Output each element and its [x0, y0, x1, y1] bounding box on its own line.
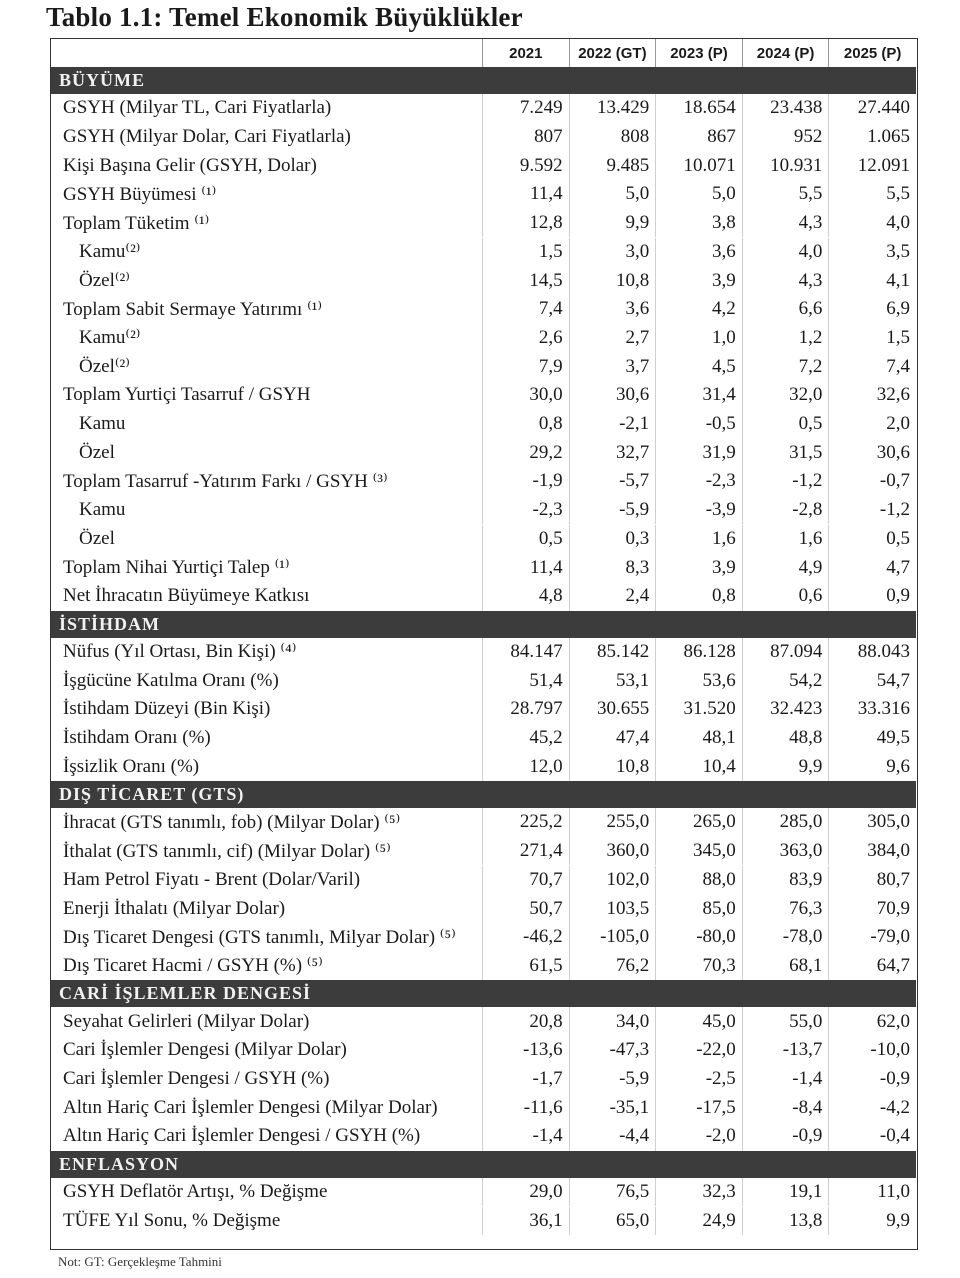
row-label: Altın Hariç Cari İşlemler Dengesi (Milyar Dolar) — [51, 1093, 483, 1122]
value-cell: 32,6 — [876, 384, 910, 406]
value-cell: 30,0 — [483, 381, 570, 410]
year-header: 2021 — [483, 39, 570, 67]
value-cell: 85.142 — [570, 638, 657, 667]
value-cell: 3,7 — [570, 352, 657, 381]
year-header: 2022 (GT) — [570, 39, 657, 67]
row-label: Özel⁽²⁾ — [51, 266, 483, 295]
value-cell: 86.128 — [656, 638, 743, 667]
value-cell: 76,5 — [570, 1178, 657, 1207]
value-cell: -4,4 — [570, 1122, 657, 1151]
value-cell: 384,0 — [867, 840, 910, 862]
table-row — [51, 438, 916, 467]
row-label: İthalat (GTS tanımlı, cif) (Milyar Dolar) ⁽⁵⁾ — [51, 837, 483, 866]
value-cell: 31.520 — [656, 695, 743, 724]
value-cell: -5,7 — [570, 467, 657, 496]
table-title: Tablo 1.1: Temel Ekonomik Büyüklükler — [46, 2, 523, 32]
value-cell: 28.797 — [483, 695, 570, 724]
table-row — [51, 295, 916, 324]
section-header: CARİ İŞLEMLER DENGESİ — [51, 980, 916, 1007]
value-cell: 2,4 — [570, 582, 657, 611]
value-cell: 867 — [656, 123, 743, 152]
year-header: 2023 (P) — [656, 39, 743, 67]
table-row — [51, 724, 916, 753]
table-row — [51, 582, 916, 611]
value-cell: 32,3 — [656, 1178, 743, 1207]
value-cell: 11,0 — [877, 1181, 910, 1203]
table-header — [51, 39, 916, 68]
value-cell: -5,9 — [570, 1065, 657, 1094]
value-cell: 12,0 — [483, 752, 570, 781]
value-cell: 85,0 — [656, 894, 743, 923]
value-cell: 4,0 — [743, 238, 830, 267]
row-label: GSYH Büyümesi ⁽¹⁾ — [51, 180, 483, 209]
value-cell: 27.440 — [857, 97, 910, 119]
value-cell: -1,4 — [743, 1065, 830, 1094]
value-cell: 7,4 — [886, 355, 910, 377]
value-cell: 4,3 — [743, 209, 830, 238]
value-cell: 18.654 — [656, 94, 743, 123]
row-label: Nüfus (Yıl Ortası, Bin Kişi) ⁽⁴⁾ — [51, 638, 483, 667]
table-row — [51, 352, 916, 381]
table-row — [51, 1065, 916, 1094]
table-row — [51, 266, 916, 295]
table-row — [51, 324, 916, 353]
value-cell: 2,6 — [483, 324, 570, 353]
value-cell: -47,3 — [570, 1036, 657, 1065]
table-row — [51, 808, 916, 837]
row-label: Kamu — [51, 410, 483, 439]
table-row — [51, 1093, 916, 1122]
value-cell: 9,6 — [886, 755, 910, 777]
section-header: DIŞ TİCARET (GTS) — [51, 781, 916, 808]
value-cell: -1,2 — [879, 499, 910, 521]
value-cell: 1,0 — [656, 324, 743, 353]
value-cell: 83,9 — [743, 866, 830, 895]
value-cell: 102,0 — [570, 866, 657, 895]
value-cell: 9.485 — [570, 151, 657, 180]
table-row — [51, 1178, 916, 1207]
table-row — [51, 151, 916, 180]
table-row — [51, 209, 916, 238]
value-cell: -2,3 — [483, 496, 570, 525]
value-cell: 4,7 — [886, 556, 910, 578]
table-row — [51, 894, 916, 923]
value-cell: 3,6 — [570, 295, 657, 324]
section-header: İSTİHDAM — [51, 611, 916, 638]
value-cell: 5,5 — [743, 180, 830, 209]
value-cell: 11,4 — [483, 180, 570, 209]
value-cell: 5,0 — [570, 180, 657, 209]
row-label: Özel⁽²⁾ — [51, 352, 483, 381]
table-row — [51, 837, 916, 866]
table-row — [51, 467, 916, 496]
value-cell: -22,0 — [656, 1036, 743, 1065]
value-cell: 76,3 — [743, 894, 830, 923]
table-row — [51, 866, 916, 895]
value-cell: 4,8 — [483, 582, 570, 611]
value-cell: 5,5 — [886, 183, 910, 205]
value-cell: 6,9 — [886, 298, 910, 320]
value-cell: 5,0 — [656, 180, 743, 209]
value-cell: 1,2 — [743, 324, 830, 353]
value-cell: 19,1 — [743, 1178, 830, 1207]
row-label: Toplam Sabit Sermaye Yatırımı ⁽¹⁾ — [51, 295, 483, 324]
table-row — [51, 1007, 916, 1036]
value-cell: 31,4 — [656, 381, 743, 410]
value-cell: 62,0 — [876, 1010, 910, 1032]
value-cell: 20,8 — [483, 1007, 570, 1036]
row-label: Kişi Başına Gelir (GSYH, Dolar) — [51, 151, 483, 180]
value-cell: 34,0 — [570, 1007, 657, 1036]
row-label: Kamu — [51, 496, 483, 525]
row-label: Net İhracatın Büyümeye Katkısı — [51, 582, 483, 611]
value-cell: 88.043 — [857, 640, 910, 662]
value-cell: -0,4 — [879, 1125, 910, 1147]
value-cell: -2,0 — [656, 1122, 743, 1151]
row-label: GSYH (Milyar TL, Cari Fiyatlarla) — [51, 94, 483, 123]
value-cell: -0,9 — [879, 1068, 910, 1090]
table-row — [51, 752, 916, 781]
value-cell: 10,4 — [656, 752, 743, 781]
value-cell: 10.931 — [743, 151, 830, 180]
row-label: TÜFE Yıl Sonu, % Değişme — [51, 1207, 483, 1236]
value-cell: 1.065 — [867, 126, 910, 148]
table-row — [51, 496, 916, 525]
value-cell: 345,0 — [656, 837, 743, 866]
value-cell: 24,9 — [656, 1207, 743, 1236]
value-cell: 0,8 — [656, 582, 743, 611]
value-cell: 255,0 — [570, 808, 657, 837]
value-cell: -105,0 — [570, 923, 657, 952]
row-label: Kamu⁽²⁾ — [51, 324, 483, 353]
value-cell: -46,2 — [483, 923, 570, 952]
value-cell: 53,1 — [570, 666, 657, 695]
value-cell: 0,6 — [743, 582, 830, 611]
value-cell: 14,5 — [483, 266, 570, 295]
value-cell: 84.147 — [483, 638, 570, 667]
value-cell: -1,4 — [483, 1122, 570, 1151]
value-cell: -17,5 — [656, 1093, 743, 1122]
value-cell: 45,0 — [656, 1007, 743, 1036]
section-header: ENFLASYON — [51, 1151, 916, 1178]
table-row — [51, 553, 916, 582]
value-cell: 61,5 — [483, 952, 570, 981]
value-cell: 12,8 — [483, 209, 570, 238]
table-row — [51, 381, 916, 410]
value-cell: 87.094 — [743, 638, 830, 667]
value-cell: 54,7 — [876, 669, 910, 691]
value-cell: -1,9 — [483, 467, 570, 496]
value-cell: 3,0 — [570, 238, 657, 267]
value-cell: 0,5 — [886, 527, 910, 549]
value-cell: 2,7 — [570, 324, 657, 353]
header-label-cell — [51, 39, 483, 67]
footnote: Not: GT: Gerçekleşme Tahmini — [58, 1254, 222, 1269]
value-cell: 808 — [570, 123, 657, 152]
table-row — [51, 1036, 916, 1065]
value-cell: 31,9 — [656, 438, 743, 467]
row-label: Dış Ticaret Hacmi / GSYH (%) ⁽⁵⁾ — [51, 952, 483, 981]
value-cell: 1,5 — [886, 326, 910, 348]
value-cell: -13,7 — [743, 1036, 830, 1065]
table-row — [51, 666, 916, 695]
value-cell: 7.249 — [483, 94, 570, 123]
value-cell: 1,6 — [656, 525, 743, 554]
value-cell: 48,1 — [656, 724, 743, 753]
value-cell: 32,7 — [570, 438, 657, 467]
value-cell: -4,2 — [879, 1096, 910, 1118]
value-cell: -0,5 — [656, 410, 743, 439]
value-cell: 4,1 — [886, 269, 910, 291]
value-cell: 4,9 — [743, 553, 830, 582]
value-cell: 285,0 — [743, 808, 830, 837]
row-label: Cari İşlemler Dengesi (Milyar Dolar) — [51, 1036, 483, 1065]
row-label: İhracat (GTS tanımlı, fob) (Milyar Dolar) ⁽⁵⁾ — [51, 808, 483, 837]
value-cell: 3,5 — [886, 240, 910, 262]
row-label: Toplam Nihai Yurtiçi Talep ⁽¹⁾ — [51, 553, 483, 582]
value-cell: 33.316 — [857, 698, 910, 720]
row-label: İstihdam Oranı (%) — [51, 724, 483, 753]
value-cell: 952 — [743, 123, 830, 152]
value-cell: 7,2 — [743, 352, 830, 381]
value-cell: 6,6 — [743, 295, 830, 324]
value-cell: 47,4 — [570, 724, 657, 753]
table-row — [51, 1207, 916, 1236]
value-cell: -8,4 — [743, 1093, 830, 1122]
value-cell: 3,6 — [656, 238, 743, 267]
value-cell: 0,9 — [886, 585, 910, 607]
row-label: Enerji İthalatı (Milyar Dolar) — [51, 894, 483, 923]
value-cell: 70,3 — [656, 952, 743, 981]
value-cell: 4,2 — [656, 295, 743, 324]
value-cell: 70,9 — [876, 897, 910, 919]
value-cell: -2,1 — [570, 410, 657, 439]
year-header: 2025 (P) — [843, 44, 902, 62]
value-cell: -1,2 — [743, 467, 830, 496]
value-cell: 4,5 — [656, 352, 743, 381]
value-cell: 48,8 — [743, 724, 830, 753]
value-cell: 7,4 — [483, 295, 570, 324]
value-cell: 13.429 — [570, 94, 657, 123]
table-row — [51, 123, 916, 152]
year-header: 2024 (P) — [743, 39, 830, 67]
row-label: GSYH Deflatör Artışı, % Değişme — [51, 1178, 483, 1207]
table-row — [51, 638, 916, 667]
value-cell: 265,0 — [656, 808, 743, 837]
value-cell: -0,7 — [879, 470, 910, 492]
value-cell: 53,6 — [656, 666, 743, 695]
table-row — [51, 1122, 916, 1151]
value-cell: -35,1 — [570, 1093, 657, 1122]
value-cell: 30.655 — [570, 695, 657, 724]
value-cell: -0,9 — [743, 1122, 830, 1151]
value-cell: 65,0 — [570, 1207, 657, 1236]
value-cell: 8,3 — [570, 553, 657, 582]
row-label: Cari İşlemler Dengesi / GSYH (%) — [51, 1065, 483, 1094]
value-cell: 36,1 — [483, 1207, 570, 1236]
section-header: BÜYÜME — [51, 67, 916, 94]
value-cell: -1,7 — [483, 1065, 570, 1094]
value-cell: 45,2 — [483, 724, 570, 753]
table-row — [51, 238, 916, 267]
value-cell: -11,6 — [483, 1093, 570, 1122]
value-cell: 360,0 — [570, 837, 657, 866]
value-cell: 4,3 — [743, 266, 830, 295]
row-label: Özel — [51, 438, 483, 467]
value-cell: 0,8 — [483, 410, 570, 439]
value-cell: -13,6 — [483, 1036, 570, 1065]
table-row — [51, 952, 916, 981]
value-cell: 88,0 — [656, 866, 743, 895]
table-row — [51, 923, 916, 952]
row-label: GSYH (Milyar Dolar, Cari Fiyatlarla) — [51, 123, 483, 152]
row-label: İşsizlik Oranı (%) — [51, 752, 483, 781]
value-cell: 0,5 — [743, 410, 830, 439]
table-row — [51, 525, 916, 554]
value-cell: 7,9 — [483, 352, 570, 381]
value-cell: -5,9 — [570, 496, 657, 525]
value-cell: 9,9 — [743, 752, 830, 781]
value-cell: 0,5 — [483, 525, 570, 554]
value-cell: 13,8 — [743, 1207, 830, 1236]
value-cell: 29,0 — [483, 1178, 570, 1207]
row-label: Ham Petrol Fiyatı - Brent (Dolar/Varil) — [51, 866, 483, 895]
value-cell: 51,4 — [483, 666, 570, 695]
value-cell: 271,4 — [483, 837, 570, 866]
value-cell: 50,7 — [483, 894, 570, 923]
row-label: İstihdam Düzeyi (Bin Kişi) — [51, 695, 483, 724]
value-cell: 305,0 — [867, 811, 910, 833]
value-cell: 2,0 — [886, 413, 910, 435]
value-cell: 30,6 — [876, 441, 910, 463]
table-row — [51, 695, 916, 724]
value-cell: 10,8 — [570, 266, 657, 295]
value-cell: 49,5 — [876, 727, 910, 749]
value-cell: 103,5 — [570, 894, 657, 923]
value-cell: 9,9 — [570, 209, 657, 238]
value-cell: 64,7 — [876, 954, 910, 976]
value-cell: 363,0 — [743, 837, 830, 866]
value-cell: 9,9 — [886, 1209, 910, 1231]
table-row — [51, 180, 916, 209]
value-cell: 10.071 — [656, 151, 743, 180]
value-cell: 4,0 — [886, 212, 910, 234]
value-cell: 3,8 — [656, 209, 743, 238]
value-cell: 55,0 — [743, 1007, 830, 1036]
value-cell: 29,2 — [483, 438, 570, 467]
value-cell: 10,8 — [570, 752, 657, 781]
value-cell: -2,8 — [743, 496, 830, 525]
value-cell: -79,0 — [870, 926, 910, 948]
value-cell: 3,9 — [656, 553, 743, 582]
row-label: Toplam Tüketim ⁽¹⁾ — [51, 209, 483, 238]
row-label: Toplam Yurtiçi Tasarruf / GSYH — [51, 381, 483, 410]
value-cell: 9.592 — [483, 151, 570, 180]
value-cell: 80,7 — [876, 868, 910, 890]
value-cell: 23.438 — [743, 94, 830, 123]
value-cell: 3,9 — [656, 266, 743, 295]
row-label: Seyahat Gelirleri (Milyar Dolar) — [51, 1007, 483, 1036]
value-cell: -10,0 — [870, 1039, 910, 1061]
value-cell: -3,9 — [656, 496, 743, 525]
row-label: Dış Ticaret Dengesi (GTS tanımlı, Milyar Dolar) ⁽⁵⁾ — [51, 923, 483, 952]
value-cell: -80,0 — [656, 923, 743, 952]
value-cell: 32,0 — [743, 381, 830, 410]
value-cell: 12.091 — [857, 154, 910, 176]
value-cell: 11,4 — [483, 553, 570, 582]
value-cell: 225,2 — [483, 808, 570, 837]
row-label: Özel — [51, 525, 483, 554]
table-row — [51, 94, 916, 123]
value-cell: -2,5 — [656, 1065, 743, 1094]
table-row — [51, 410, 916, 439]
value-cell: -78,0 — [743, 923, 830, 952]
value-cell: 1,6 — [743, 525, 830, 554]
row-label: Kamu⁽²⁾ — [51, 238, 483, 267]
value-cell: 70,7 — [483, 866, 570, 895]
row-label: Toplam Tasarruf -Yatırım Farkı / GSYH ⁽³⁾ — [51, 467, 483, 496]
value-cell: 68,1 — [743, 952, 830, 981]
value-cell: 1,5 — [483, 238, 570, 267]
value-cell: -2,3 — [656, 467, 743, 496]
value-cell: 30,6 — [570, 381, 657, 410]
value-cell: 807 — [483, 123, 570, 152]
value-cell: 76,2 — [570, 952, 657, 981]
value-cell: 31,5 — [743, 438, 830, 467]
value-cell: 0,3 — [570, 525, 657, 554]
value-cell: 54,2 — [743, 666, 830, 695]
row-label: Altın Hariç Cari İşlemler Dengesi / GSYH (%) — [51, 1122, 483, 1151]
row-label: İşgücüne Katılma Oranı (%) — [51, 666, 483, 695]
economic-table — [50, 38, 918, 1250]
value-cell: 32.423 — [743, 695, 830, 724]
